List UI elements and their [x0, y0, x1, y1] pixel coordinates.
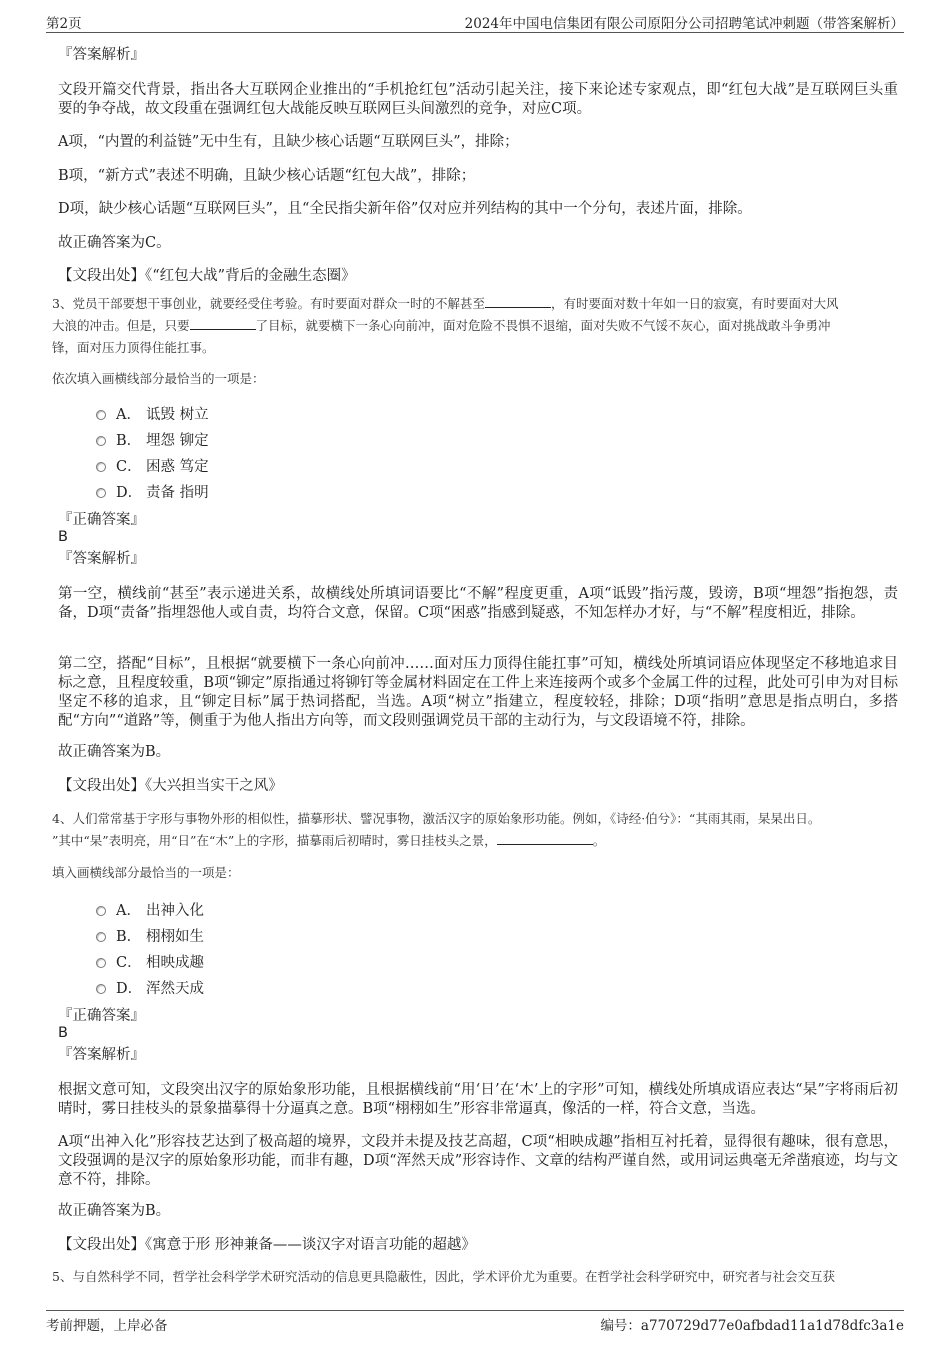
q4-option-a[interactable]: A． 出神入化 — [96, 901, 204, 921]
q4-option-c[interactable]: C． 相映成趣 — [96, 953, 204, 973]
q3-option-a[interactable]: A． 诋毁 树立 — [96, 405, 209, 425]
q3-option-c[interactable]: C． 困惑 笃定 — [96, 457, 209, 477]
q4-stem: 4、人们常常基于字形与事物外形的相似性，描摹形状、譬况事物，激活汉字的原始象形功能。例如，《诗经·伯兮》：“其雨其雨，杲杲出日。 ”其中“杲”表明亮，用“日”在“木”上的字形，描摹雨后初晴时，雾日挂枝头之景， 。 — [52, 811, 821, 848]
q3-conclusion: 故正确答案为B。 — [58, 744, 171, 760]
document-title: 2024年中国电信集团有限公司原阳分公司招聘笔试冲刺题（带答案解析） — [464, 16, 904, 32]
q4-option-d[interactable]: D． 浑然天成 — [96, 979, 204, 999]
fill-blank-2 — [190, 315, 256, 330]
q3-prompt: 依次填入画横线部分最恰当的一项是： — [52, 371, 265, 386]
radio-icon[interactable] — [96, 462, 106, 472]
q3-correct-answer: B — [58, 529, 68, 545]
q4-analysis-p1: 根据文意可知，文段突出汉字的原始象形功能，且根据横线前“用‘日’在‘木’上的字形”可知，横线处所填成语应表达“杲”字将雨后初晴时，雾日挂枝头的景象描摹得十分逼真之意。B项“栩栩如生”形容非常逼真，像活的一样，符合文意，当选。 — [58, 1082, 898, 1117]
fill-blank-3 — [497, 830, 593, 845]
q2-analysis-label: 『答案解析』 — [58, 47, 145, 63]
q4-analysis-p2: A项“出神入化”形容技艺达到了极高超的境界，文段并未提及技艺高超，C项“相映成趣”指相互衬托着，显得很有趣味，很有意思，文段强调的是汉字的原始象形功能，而非有趣，D项“浑然天成”形容诗作、文章的结构严谨自然，或用词运典毫无斧凿痕迹，均与文意不符，排除。 — [58, 1134, 898, 1188]
q5-stem: 5、与自然科学不同，哲学社会科学学术研究活动的信息更具隐蔽性，因此，学术评价尤为重要。在哲学社会科学研究中，研究者与社会交互获 — [52, 1269, 835, 1284]
q3-option-b[interactable]: B． 埋怨 铆定 — [96, 431, 209, 451]
q3-analysis-p2: 第二空，搭配“目标”，且根据“就要横下一条心向前冲……面对压力顶得住能扛事”可知，横线处所填词语应体现坚定不移地追求目标之意，且程度较重，B项“铆定”原指通过将铆钉等金属材料固定在工件上来连接两个或多个金属工件的过程，此处可引申为对目标坚定不移的追求，且“铆定目标”属于热词搭配，当选。A项“树立”指建立，程度较轻，排除；D项“指明”意思是指点明白，多搭配“方向”“道路”等，侧重于为他人指出方向等，而文段则强调党员干部的主动行为，与文段语境不符，排除。 — [58, 656, 898, 729]
q2-conclusion: 故正确答案为C。 — [58, 235, 171, 251]
q4-prompt: 填入画横线部分最恰当的一项是： — [52, 865, 240, 880]
q4-source: 【文段出处】《寓意于形 形神兼备——谈汉字对语言功能的超越》 — [58, 1237, 476, 1253]
q2-source: 【文段出处】《“红包大战”背后的金融生态圈》 — [58, 268, 356, 284]
q4-correct-label: 『正确答案』 — [58, 1008, 145, 1024]
radio-icon[interactable] — [96, 436, 106, 446]
q3-analysis-label: 『答案解析』 — [58, 551, 145, 567]
page-header — [46, 10, 904, 33]
q4-option-b[interactable]: B． 栩栩如生 — [96, 927, 204, 947]
radio-icon[interactable] — [96, 958, 106, 968]
fill-blank-1 — [485, 293, 551, 308]
q2-analysis-p3: B项，“新方式”表述不明确，且缺少核心话题“红包大战”，排除； — [58, 168, 476, 184]
radio-icon[interactable] — [96, 932, 106, 942]
q3-option-d[interactable]: D． 责备 指明 — [96, 483, 209, 503]
q4-correct-answer: B — [58, 1025, 68, 1041]
footer-slogan: 考前押题，上岸必备 — [46, 1318, 168, 1334]
q2-analysis-p2: A项，“内置的利益链”无中生有，且缺少核心话题“互联网巨头”，排除； — [58, 134, 519, 150]
page-footer — [46, 1310, 904, 1333]
q2-analysis-p4: D项，缺少核心话题“互联网巨头”，且“全民指尖新年俗”仅对应并列结构的其中一个分句，表述片面，排除。 — [58, 201, 752, 217]
q3-analysis-p1: 第一空，横线前“甚至”表示递进关系，故横线处所填词语要比“不解”程度更重，A项“诋毁”指污蔑，毁谤，B项“埋怨”指抱怨，责备，D项“责备”指埋怨他人或自责，均符合文意，保留。C项“困惑”指感到疑惑，不知怎样办才好，与“不解”程度相近，排除。 — [58, 586, 898, 621]
radio-icon[interactable] — [96, 906, 106, 916]
q3-correct-label: 『正确答案』 — [58, 512, 145, 528]
page-number: 第2页 — [46, 16, 82, 32]
q3-stem: 3、党员干部要想干事创业，就要经受住考验。有时要面对群众一时的不解甚至 ，有时要面对数十年如一日的寂寞，有时要面对大风 大浪的冲击。但是，只要 了目标，就要横下一条心向前冲，面对危险不畏惧不退缩，面对失败不气馁不灰心，面对挑战敢斗争勇冲 锋，面对压力顶得住能扛事。 — [52, 293, 900, 359]
document-id: 编号：a770729d77e0afbdad11a1d78dfc3a1e — [600, 1318, 904, 1334]
radio-icon[interactable] — [96, 410, 106, 420]
radio-icon[interactable] — [96, 488, 106, 498]
q4-conclusion: 故正确答案为B。 — [58, 1203, 171, 1219]
q3-source: 【文段出处】《大兴担当实干之风》 — [58, 778, 283, 794]
q4-analysis-label: 『答案解析』 — [58, 1047, 145, 1063]
radio-icon[interactable] — [96, 984, 106, 994]
q2-analysis-p1: 文段开篇交代背景，指出各大互联网企业推出的“手机抢红包”活动引起关注，接下来论述专家观点，即“红包大战”是互联网巨头重要的争夺战，故文段重在强调红包大战能反映互联网巨头间激烈的竞争，对应C项。 — [58, 82, 898, 117]
